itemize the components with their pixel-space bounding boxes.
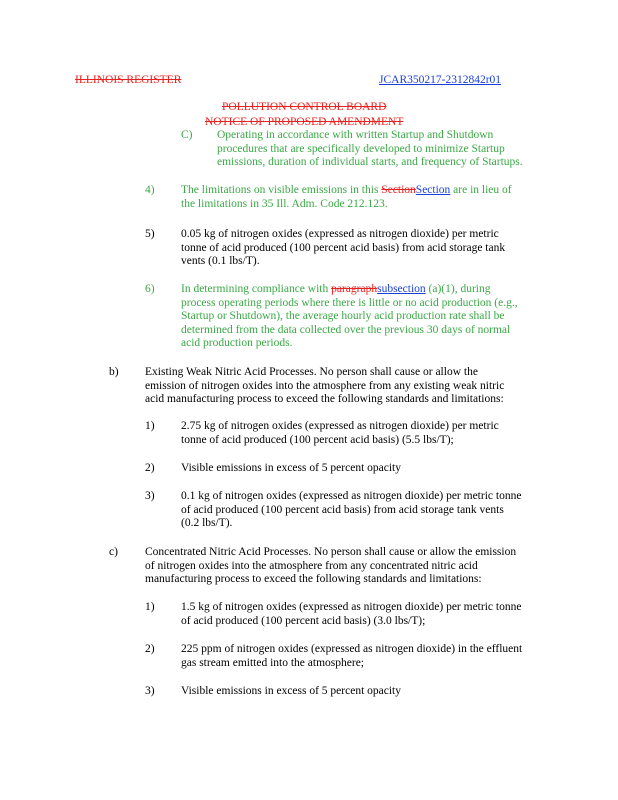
text-line: the limitations in 35 Ill. Adm. Code 212.123.	[181, 197, 388, 210]
item-number: 6)	[145, 283, 155, 295]
text-line: of acid produced (100 percent acid basis) (3.0 lbs/T);	[181, 614, 426, 627]
text-line	[181, 184, 512, 198]
paragraph-startup-procedures	[217, 129, 523, 170]
text-line: gas stream emitted into the atmosphere;	[181, 656, 364, 669]
text-line: tonne of acid produced (100 percent acid basis) from acid storage tank	[181, 241, 506, 254]
item-number: 3)	[145, 490, 155, 502]
code-id[interactable]: JCAR350217-2312842r01	[379, 74, 502, 86]
paragraph-concentrated-nitric-acid	[145, 546, 516, 587]
paragraph-weak-limit-3	[181, 490, 521, 531]
inserted-text: Section	[415, 184, 451, 196]
paragraph-weak-limit-1	[181, 420, 499, 447]
text-line: Visible emissions in excess of 5 percent opacity	[181, 462, 401, 474]
paragraph-concentrated-limit-2	[181, 643, 522, 670]
paragraph-storage-tank-vents	[181, 228, 505, 269]
text-line: acid manufacturing process to exceed the following standards and limitations:	[145, 393, 504, 405]
text-line	[181, 283, 518, 297]
text-line: of acid produced (100 percent acid basis) from acid storage tank vents	[181, 503, 504, 516]
text-line: emission of nitrogen oxides into the atmosphere from any existing weak nitric	[145, 379, 505, 392]
text-line: tonne of acid produced (100 percent acid basis) (5.5 lbs/T);	[181, 433, 454, 446]
notice-title: NOTICE OF PROPOSED AMENDMENT	[205, 116, 404, 128]
text-run: are in lieu of	[450, 184, 512, 196]
text-line: emissions, duration of individual starts, and frequency of Startups.	[217, 156, 523, 168]
text-line: Startup or Shutdown), the average hourly acid production rate shall be	[181, 310, 505, 322]
paragraph-determining-compliance	[181, 283, 518, 351]
text-run: The limitations on visible emissions in this	[181, 184, 382, 196]
item-number: c)	[109, 546, 118, 558]
text-run: In determining compliance with	[181, 283, 332, 295]
text-line: of nitrogen oxides into the atmosphere from any concentrated nitric acid	[145, 559, 478, 572]
text-line: Operating in accordance with written Startup and Shutdown	[217, 129, 494, 141]
item-number: 2)	[145, 462, 155, 474]
item-number: 5)	[145, 228, 155, 240]
item-number: 1)	[145, 420, 155, 432]
inserted-text: subsection	[377, 283, 426, 295]
paragraph-concentrated-limit-1	[181, 601, 521, 628]
text-line: Visible emissions in excess of 5 percent opacity	[181, 685, 401, 697]
text-run: (a)(1), during	[425, 283, 491, 295]
paragraph-weak-nitric-acid	[145, 366, 504, 407]
text-line: determined from the data collected over the previous 30 days of normal	[181, 323, 511, 336]
text-line: 0.05 kg of nitrogen oxides (expressed as nitrogen dioxide) per metric	[181, 228, 499, 240]
text-line: 2.75 kg of nitrogen oxides (expressed as nitrogen dioxide) per metric	[181, 420, 499, 432]
item-number: 4)	[145, 184, 155, 196]
text-line: procedures that are specifically developed to minimize Startup	[217, 142, 505, 155]
text-line: process operating periods where there is little or no acid production (e.g.,	[181, 296, 518, 309]
paragraph-visible-emissions-limit	[181, 184, 512, 211]
text-line: Concentrated Nitric Acid Processes. No person shall cause or allow the emission	[145, 546, 517, 558]
item-number: b)	[109, 366, 119, 378]
item-number: 1)	[145, 601, 155, 613]
register-title: ILLINOIS REGISTER	[75, 74, 182, 86]
paragraph-concentrated-limit-3	[181, 685, 401, 699]
text-line: 1.5 kg of nitrogen oxides (expressed as nitrogen dioxide) per metric tonne	[181, 601, 522, 613]
item-number: 2)	[145, 643, 155, 655]
item-number: C)	[181, 129, 193, 141]
text-line: 225 ppm of nitrogen oxides (expressed as nitrogen dioxide) in the effluent	[181, 643, 523, 655]
deleted-text: paragraph	[331, 283, 378, 295]
text-line: (0.2 lbs/T).	[181, 517, 233, 529]
text-line: acid production periods.	[181, 337, 293, 349]
paragraph-weak-limit-2	[181, 462, 401, 476]
board-name: POLLUTION CONTROL BOARD	[222, 101, 387, 113]
item-number: 3)	[145, 685, 155, 697]
text-line: 0.1 kg of nitrogen oxides (expressed as nitrogen dioxide) per metric tonne	[181, 490, 522, 502]
deleted-text: Section	[381, 184, 416, 196]
text-line: vents (0.1 lbs/T).	[181, 255, 260, 267]
text-line: manufacturing process to exceed the following standards and limitations:	[145, 573, 482, 585]
text-line: Existing Weak Nitric Acid Processes. No person shall cause or allow the	[145, 366, 478, 378]
